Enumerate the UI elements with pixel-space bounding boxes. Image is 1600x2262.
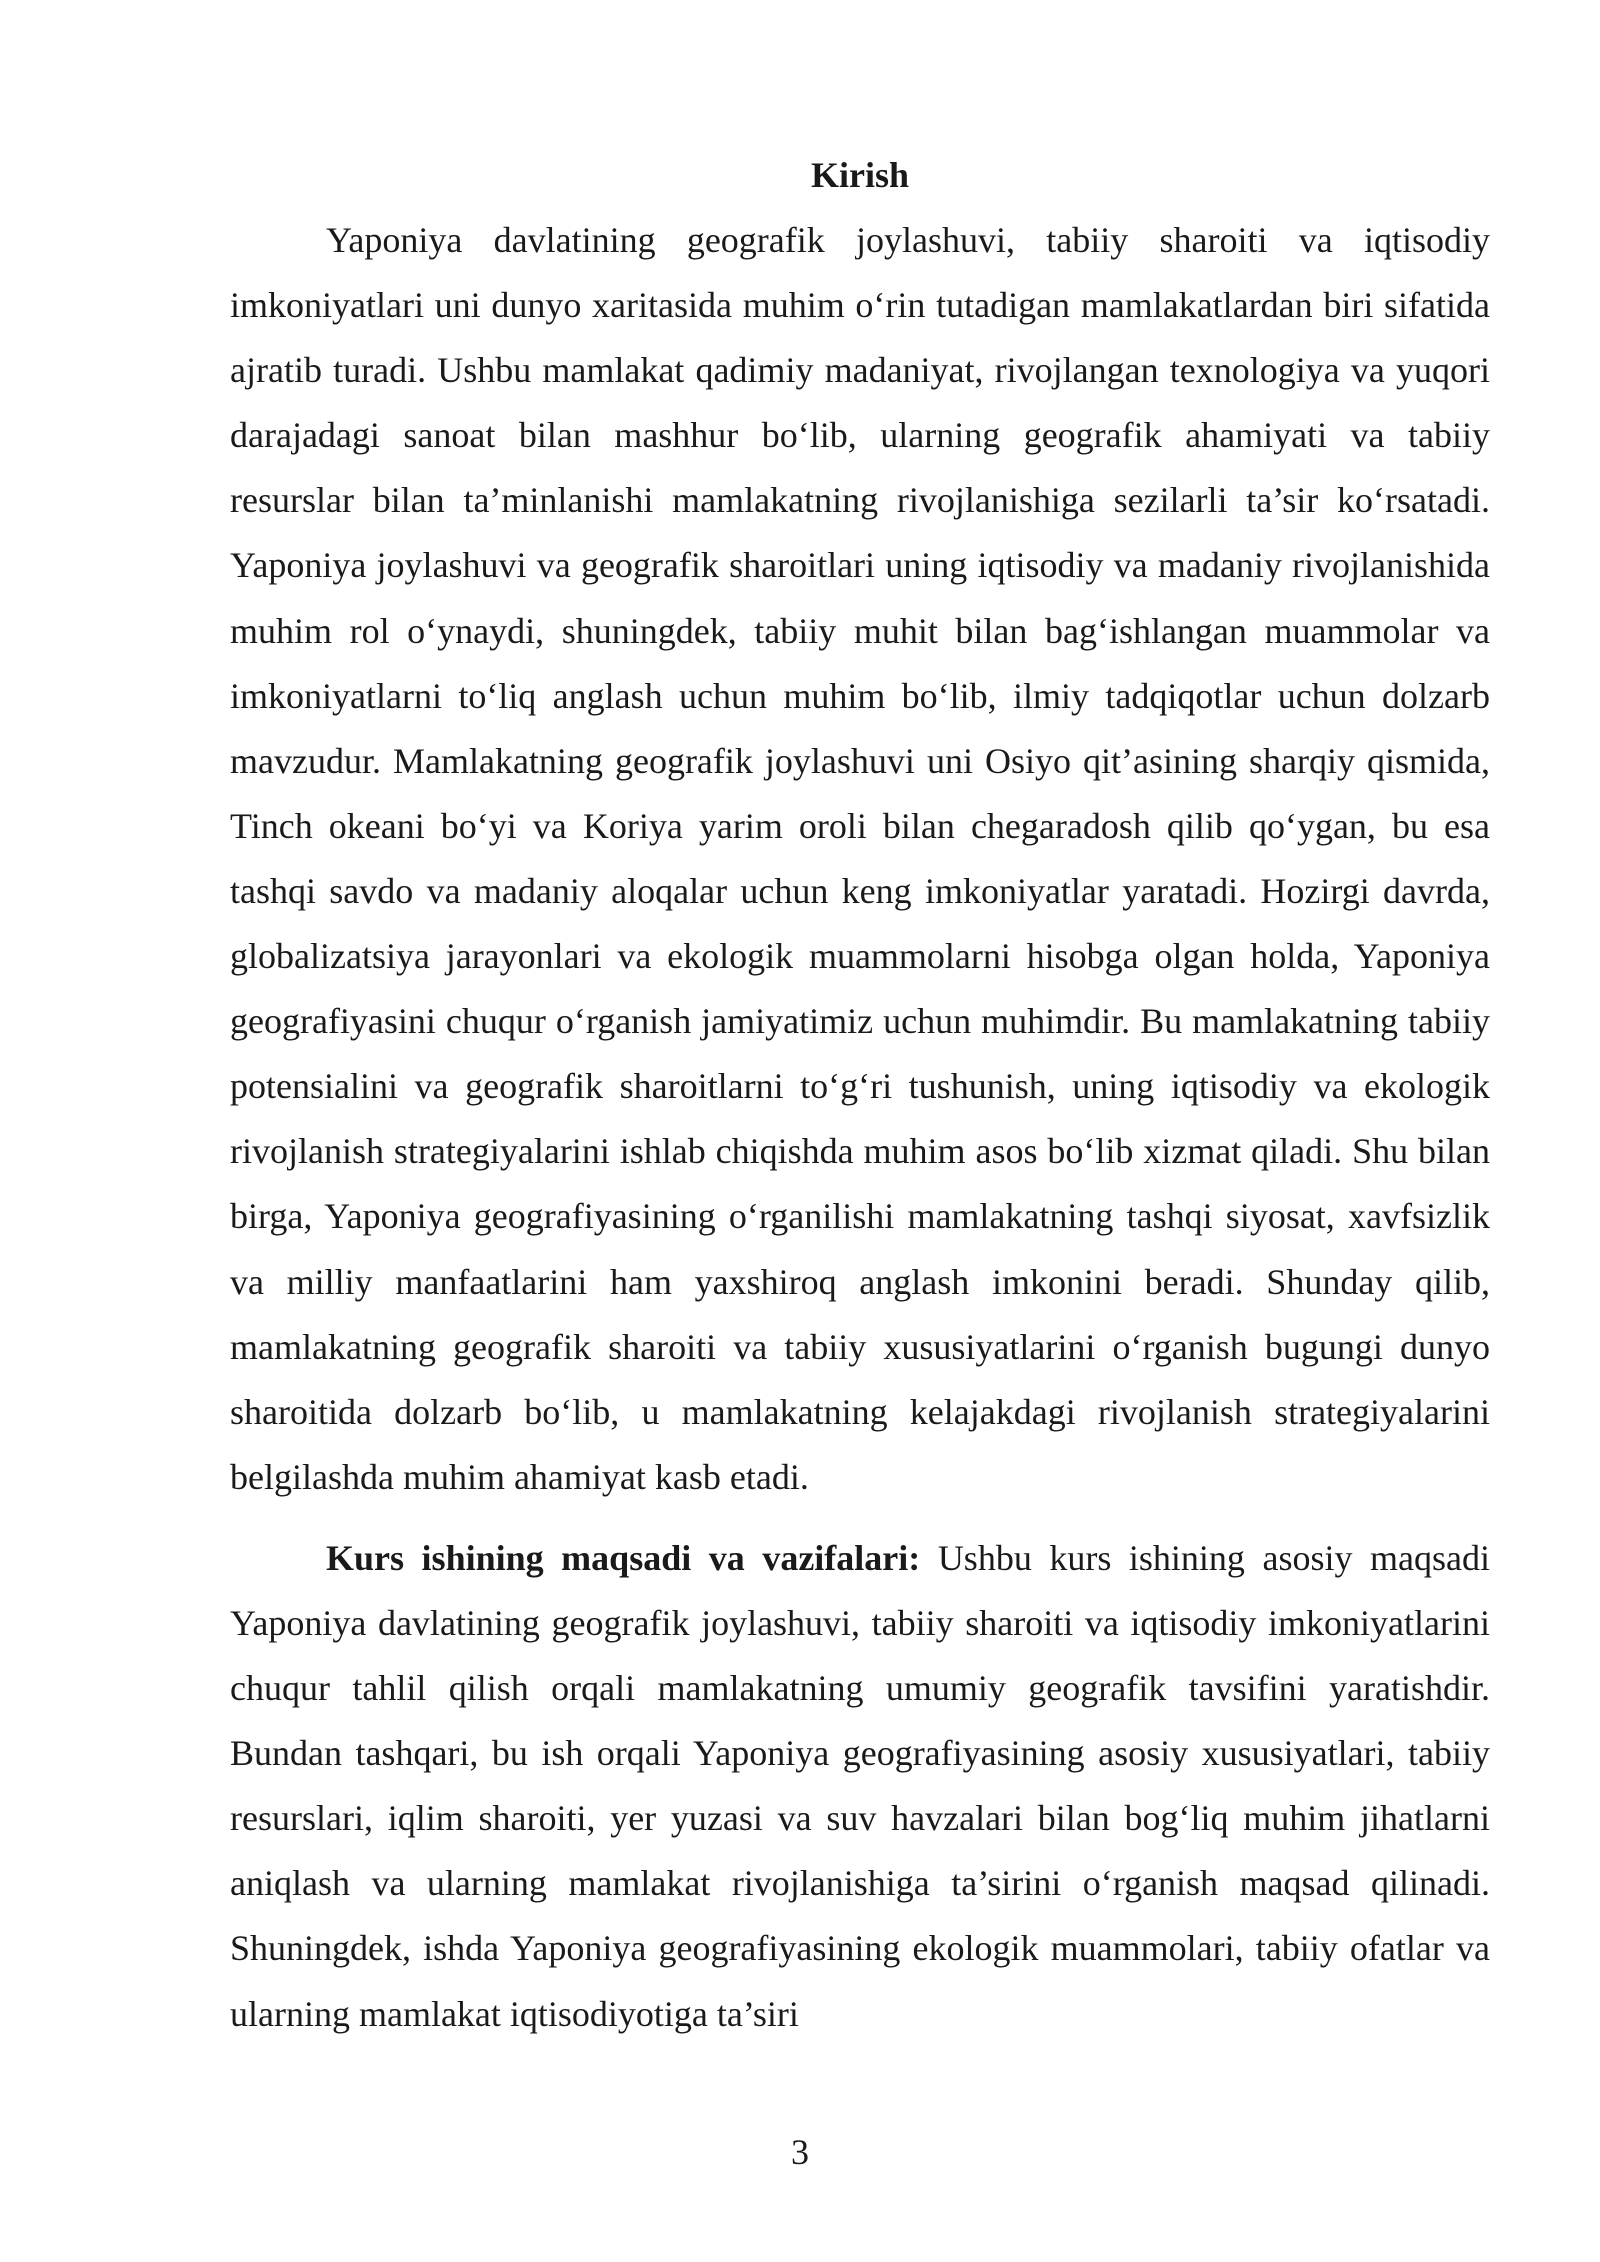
goals-label: Kurs ishining maqsadi va vazifalari: [326,1537,921,1578]
page-number: 3 [791,2132,809,2172]
page-content [230,143,1490,2047]
section-heading: Kirish [810,155,909,195]
goals-paragraph [230,1526,1490,2047]
goals-text: Ushbu kurs ishining asosiy maqsadi Yaponiya davlatining geografik joylashuvi, tabiiy sharoiti va iqtisodiy imkoniyatlarini chuqur tahlil qilish orqali mamlakatning umumiy geografik tavsifini yaratishdir. Bundan tashqari, bu ish orqali Yaponiya geografiyasining asosiy xususiyatlari, tabiiy resurslari, iqlim sharoiti, yer yuzasi va suv havzalari bilan bog‘liq muhim jihatlarni aniqlash va ularning mamlakat rivojlanishiga ta’sirini o‘rganish maqsad qilinadi. Shuningdek, ishda Yaponiya geografiyasining ekologik muammolari, tabiiy ofatlar va ularning mamlakat iqtisodiyotiga ta’siri [230,1537,1490,2034]
intro-paragraph: Yaponiya davlatining geografik joylashuvi, tabiiy sharoiti va iqtisodiy imkoniyatlari uni dunyo xaritasida muhim o‘rin tutadigan mamlakatlardan biri sifatida ajratib turadi. Ushbu mamlakat qadimiy madaniyat, rivojlangan texnologiya va yuqori darajadagi sanoat bilan mashhur bo‘lib, ularning geografik ahamiyati va tabiiy resurslar bilan ta’minlanishi mamlakatning rivojlanishiga sezilarli ta’sir ko‘rsatadi. Yaponiya joylashuvi va geografik sharoitlari uning iqtisodiy va madaniy rivojlanishida muhim rol o‘ynaydi, shuningdek, tabiiy muhit bilan bag‘ishlangan muammolar va imkoniyatlarni to‘liq anglash uchun muhim bo‘lib, ilmiy tadqiqotlar uchun dolzarb mavzudur. Mamlakatning geografik joylashuvi uni Osiyo qit’asining sharqiy qismida, Tinch okeani bo‘yi va Koriya yarim oroli bilan chegaradosh qilib qo‘ygan, bu esa tashqi savdo va madaniy aloqalar uchun keng imkoniyatlar yaratadi. Hozirgi davrda, globalizatsiya jarayonlari va ekologik muammolarni hisobga olgan holda, Yaponiya geografiyasini chuqur o‘rganish jamiyatimiz uchun muhimdir. Bu mamlakatning tabiiy potensialini va geografik sharoitlarni to‘g‘ri tushunish, uning iqtisodiy va ekologik rivojlanish strategiyalarini ishlab chiqishda muhim asos bo‘lib xizmat qiladi. Shu bilan birga, Yaponiya geografiyasining o‘rganilishi mamlakatning tashqi siyosat, xavfsizlik va milliy manfaatlarini ham yaxshiroq anglash imkonini beradi. Shunday qilib, mamlakatning geografik sharoiti va tabiiy xususiyatlarini o‘rganish bugungi dunyo sharoitida dolzarb bo‘lib, u mamlakatning kelajakdagi rivojlanish strategiyalarini belgilashda muhim ahamiyat kasb etadi. [230,220,1490,1497]
